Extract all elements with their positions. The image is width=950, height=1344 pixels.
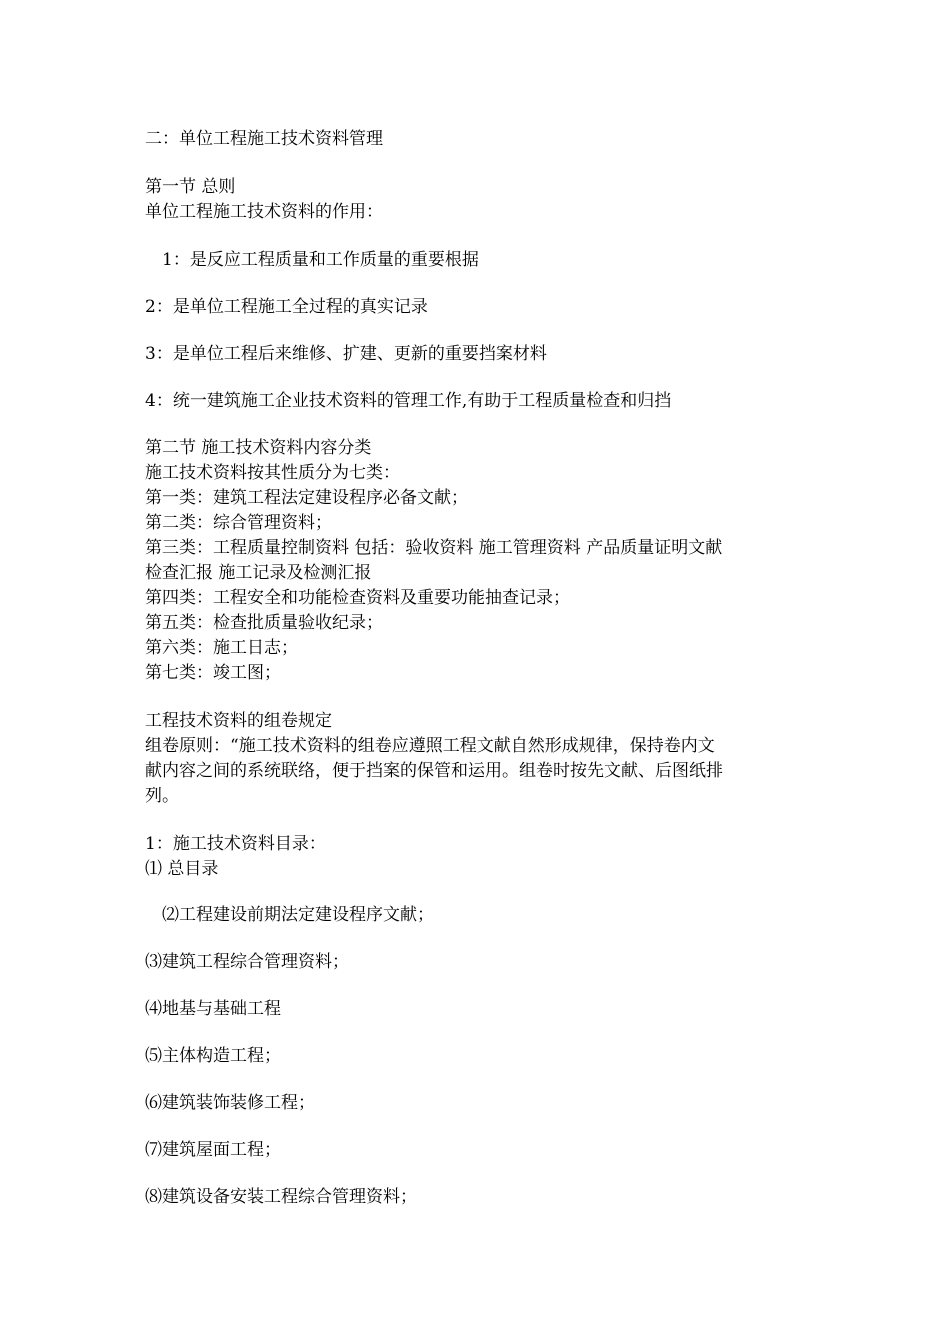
section2-heading: 第二节 施工技术资料内容分类 <box>145 438 372 458</box>
category-line: 第七类：竣工图； <box>145 663 281 683</box>
category-line: 第一类：建筑工程法定建设程序必备文献； <box>145 488 468 508</box>
catalog-item: ⑻建筑设备安装工程综合管理资料； <box>145 1187 417 1207</box>
category-line: 检查汇报 施工记录及检测汇报 <box>145 563 372 583</box>
catalog-item: ⑸主体构造工程； <box>145 1046 281 1066</box>
category-line: 第三类：工程质量控制资料 包括：验收资料 施工管理资料 产品质量证明文献 <box>145 538 723 558</box>
catalog-item: ⑷地基与基础工程 <box>145 999 281 1019</box>
section1-item: 3：是单位工程后来维修、扩建、更新的重要挡案材料 <box>145 344 547 364</box>
catalog-item: ⑴ 总目录 <box>145 859 219 879</box>
section1-intro: 单位工程施工技术资料的作用： <box>145 202 383 222</box>
catalog-item: ⑵工程建设前期法定建设程序文献； <box>162 905 434 925</box>
principle-line: 献内容之间的系统联络，便于挡案的保管和运用。组卷时按先文献、后图纸排 <box>145 761 723 781</box>
section1-heading: 第一节 总则 <box>145 177 236 197</box>
document-title: 二：单位工程施工技术资料管理 <box>145 129 383 149</box>
section1-item: 4：统一建筑施工企业技术资料的管理工作,有助于工程质量检查和归挡 <box>145 391 672 411</box>
catalog-heading: 1：施工技术资料目录： <box>145 834 326 854</box>
section3-heading: 工程技术资料的组卷规定 <box>145 711 332 731</box>
category-line: 第六类：施工日志； <box>145 638 298 658</box>
category-line: 第五类：检查批质量验收纪录； <box>145 613 383 633</box>
catalog-item: ⑺建筑屋面工程； <box>145 1140 281 1160</box>
section2-intro: 施工技术资料按其性质分为七类： <box>145 463 400 483</box>
section1-item: 1：是反应工程质量和工作质量的重要根据 <box>162 250 479 270</box>
catalog-item: ⑶建筑工程综合管理资料； <box>145 952 349 972</box>
principle-line: 组卷原则：“施工技术资料的组卷应遵照工程文献自然形成规律，保持卷内文 <box>145 736 715 756</box>
category-line: 第四类：工程安全和功能检查资料及重要功能抽查记录； <box>145 588 570 608</box>
principle-line: 列。 <box>145 786 179 806</box>
section1-item: 2：是单位工程施工全过程的真实记录 <box>145 297 428 317</box>
category-line: 第二类：综合管理资料； <box>145 513 332 533</box>
catalog-item: ⑹建筑装饰装修工程； <box>145 1093 315 1113</box>
